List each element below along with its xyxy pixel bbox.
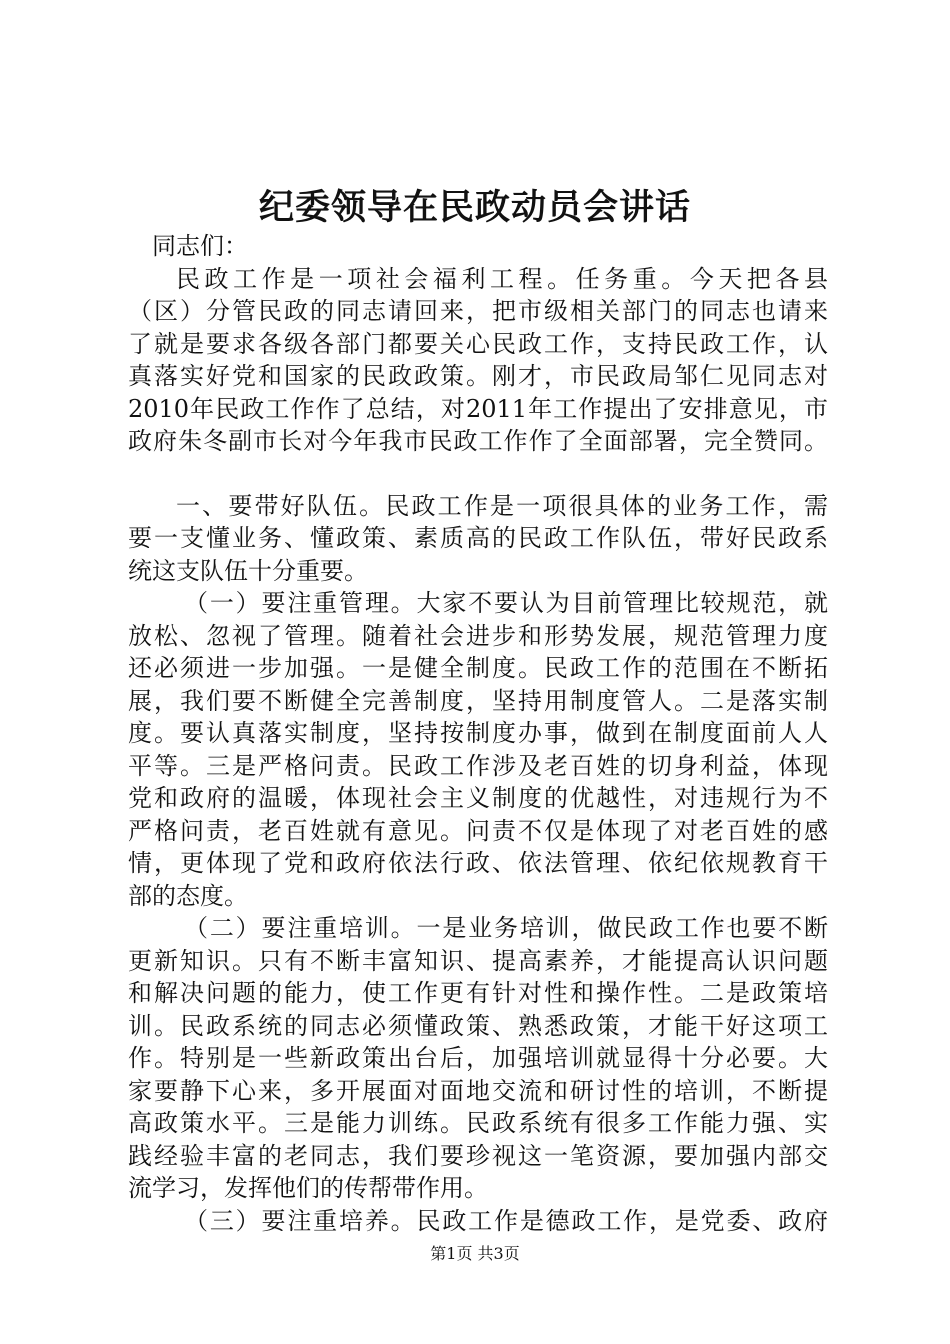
paragraph-2-line-3: 统这支队伍十分重要。 bbox=[128, 556, 368, 585]
paragraph-3-line-2: 放松、忽视了管理。随着社会进步和形势发展，规范管理力度 bbox=[128, 621, 828, 650]
paragraph-3-line-3: 还必须进一步加强。一是健全制度。民政工作的范围在不断拓 bbox=[128, 654, 828, 682]
paragraph-3-line-1: （一）要注重管理。大家不要认为目前管理比较规范，就 bbox=[184, 589, 828, 617]
paragraph-3-line-5: 度。要认真落实制度，坚持按制度办事，做到在制度面前人人 bbox=[128, 719, 828, 747]
paragraph-3-line-7: 党和政府的温暖，体现社会主义制度的优越性，对违规行为不 bbox=[128, 784, 828, 812]
paragraph-gap bbox=[128, 458, 828, 490]
paragraph-3-line-9: 情，更体现了党和政府依法行政、依法管理、依纪依规教育干 bbox=[128, 849, 828, 877]
paragraph-4-line-3: 和解决问题的能力，使工作更有针对性和操作性。二是政策培 bbox=[128, 979, 828, 1007]
paragraph-4-line-1: （二）要注重培训。一是业务培训，做民政工作也要不断 bbox=[184, 914, 828, 942]
paragraph-1-line-2: （区）分管民政的同志请回来，把市级相关部门的同志也请来 bbox=[128, 297, 828, 325]
paragraph-3-line-4: 展，我们要不断健全完善制度，坚持用制度管人。二是落实制 bbox=[128, 686, 828, 715]
paragraph-1-line-1: 民政工作是一项社会福利工程。任务重。今天把各县 bbox=[176, 264, 828, 293]
salutation: 同志们： bbox=[152, 232, 248, 260]
paragraph-3-line-10: 部的态度。 bbox=[128, 881, 248, 910]
page-footer: 第1页 共3页 bbox=[430, 1244, 520, 1263]
paragraph-2-line-2: 要一支懂业务、懂政策、素质高的民政工作队伍，带好民政系 bbox=[128, 524, 828, 552]
paragraph-4-line-5: 作。特别是一些新政策出台后，加强培训就显得十分必要。大 bbox=[128, 1044, 828, 1072]
paragraph-1-line-5: 2010年民政工作作了总结，对2011年工作提出了安排意见，市 bbox=[128, 394, 828, 423]
paragraph-1-line-6: 政府朱冬副市长对今年我市民政工作作了全面部署，完全赞同。 bbox=[128, 427, 828, 455]
paragraph-2-line-1: 一、要带好队伍。民政工作是一项很具体的业务工作，需 bbox=[176, 491, 828, 520]
paragraph-4-line-2: 更新知识。只有不断丰富知识、提高素养，才能提高认识问题 bbox=[128, 946, 828, 975]
paragraph-4-line-6: 家要静下心来，多开展面对面地交流和研讨性的培训，不断提 bbox=[128, 1076, 828, 1105]
paragraph-4-line-4: 训。民政系统的同志必须懂政策、熟悉政策，才能干好这项工 bbox=[128, 1011, 828, 1040]
document-body bbox=[128, 230, 828, 1237]
paragraph-1-line-4: 真落实好党和国家的民政政策。刚才，市民政局邹仁见同志对 bbox=[128, 362, 828, 390]
paragraph-3-line-6: 平等。三是严格问责。民政工作涉及老百姓的切身利益，体现 bbox=[128, 751, 828, 780]
paragraph-5-line-1: （三）要注重培养。民政工作是德政工作，是党委、政府 bbox=[184, 1206, 828, 1235]
document-title: 纪委领导在民政动员会讲话 bbox=[258, 187, 691, 228]
paragraph-4-line-9: 流学习，发挥他们的传帮带作用。 bbox=[128, 1174, 488, 1202]
paragraph-4-line-7: 高政策水平。三是能力训练。民政系统有很多工作能力强、实 bbox=[128, 1109, 828, 1137]
paragraph-3-line-8: 严格问责，老百姓就有意见。问责不仅是体现了对老百姓的感 bbox=[128, 816, 828, 845]
paragraph-1-line-3: 了就是要求各级各部门都要关心民政工作，支持民政工作，认 bbox=[128, 329, 828, 358]
paragraph-4-line-8: 践经验丰富的老同志，我们要珍视这一笔资源，要加强内部交 bbox=[128, 1141, 828, 1170]
